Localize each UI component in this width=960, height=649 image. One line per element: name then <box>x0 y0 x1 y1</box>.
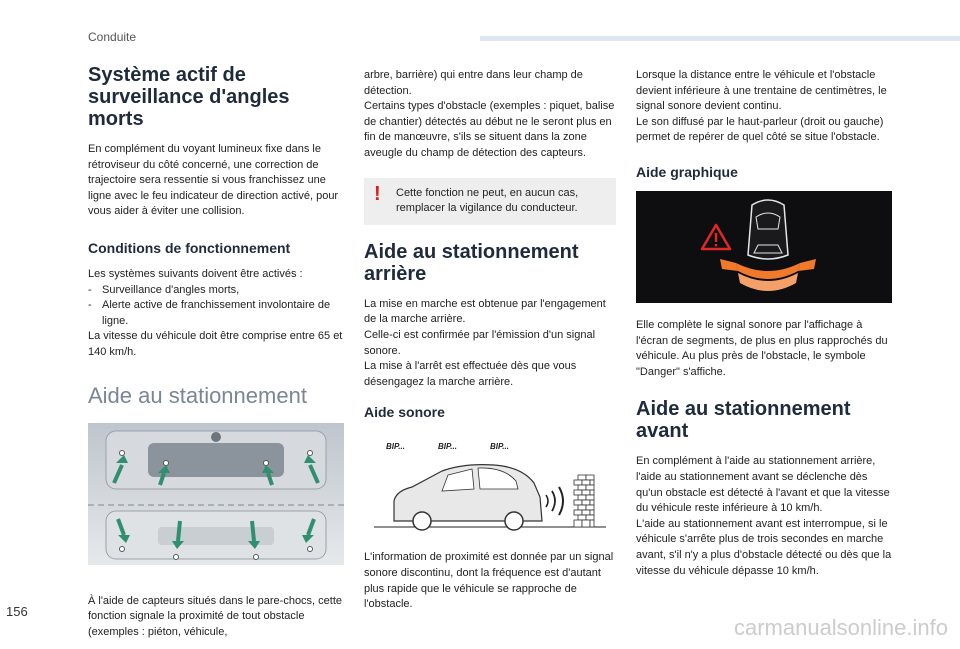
list-item: - Alerte active de franchissement involontaire de ligne. <box>88 299 331 327</box>
title-front-parking: Aide au stationnement avant <box>636 398 851 443</box>
column-3 <box>636 68 892 579</box>
bip-label: BIP... <box>438 442 457 452</box>
p-distance-2: Le son diffusé par le haut-parleur (droit ou gauche) permet de repérer de quel côté se situe l'obstacle. <box>636 115 884 144</box>
bip-label: BIP... <box>490 442 509 452</box>
title-parking-aid: Aide au stationnement <box>88 382 307 408</box>
section-label: Conduite <box>88 30 137 44</box>
title-audio-aid: Aide sonore <box>364 404 445 421</box>
bumper-sensors-figure <box>88 423 344 570</box>
title-blind-spot: Système actif de surveillance d'angles morts <box>88 64 290 130</box>
warning-text: Cette fonction ne peut, en aucun cas, remplacer la vigilance du conducteur. <box>396 186 579 215</box>
title-conditions: Conditions de fonctionnement <box>88 239 291 256</box>
graphic-aid-figure <box>636 191 892 318</box>
list-item: - Surveillance d'angles morts, <box>88 283 240 296</box>
bip-label: BIP... <box>386 442 405 452</box>
watermark: carmanualsonline.info <box>733 615 948 640</box>
bumper-sensors-image <box>88 423 344 565</box>
warning-icon: ! <box>374 182 381 205</box>
p-front-2: L'aide au stationnement avant est interrompue, si le véhicule s'arrête plus de trois secondes en marche avant, s'il n'y a plus d'obstacle détecté ou dès que la vitesse du véhicule dépasse 10 km/h. <box>636 517 892 577</box>
column-2 <box>364 68 616 613</box>
p-graphic-aid: Elle complète le signal sonore par l'affichage à l'écran de segments, de plus en plus rapprochés du véhicule. Au plus près de l'obstacle, le symbole "Danger" s'affiche. <box>636 318 888 378</box>
page-number: 156 <box>6 604 28 619</box>
p-parking-aid: À l'aide de capteurs situés dans le pare-chocs, cette fonction signale la proximité de tout obstacle (exemples : piéton, véhicule, <box>88 594 343 638</box>
p-speed: La vitesse du véhicule doit être comprise entre 65 et 140 km/h. <box>88 330 343 358</box>
p-rear-1: La mise en marche est obtenue par l'engagement de la marche arrière. <box>364 297 606 326</box>
p-audio-aid: L'information de proximité est donnée par un signal sonore discontinu, dont la fréquence est d'autant plus rapide que le véhicule se rapproche de l'obstacle. <box>364 551 614 611</box>
p-rear-2: Celle-ci est confirmée par l'émission d'un signal sonore. <box>364 328 596 357</box>
p-rear-3: La mise à l'arrêt est effectuée dès que vous désengagez la marche arrière. <box>364 360 577 388</box>
p-front-1: En complément à l'aide au stationnement arrière, l'aide au stationnement avant se déclenche dès qu'un obstacle est détecté à l'avant et que la vitesse du véhicule reste inférieure à 10 km/h. <box>636 455 890 515</box>
title-rear-parking: Aide au stationnement arrière <box>364 240 579 285</box>
title-graphic-aid: Aide graphique <box>636 163 738 180</box>
p-detection-cont: arbre, barrière) qui entre dans leur champ de détection. <box>364 69 583 97</box>
p-obstacle-types: Certains types d'obstacle (exemples : piquet, balise de chantier) détectés au début ne le seront plus en fin de manœuvre, s'ils se situent dans la zone aveugle du champ de détection des capteurs. <box>364 100 615 159</box>
p-distance-1: Lorsque la distance entre le véhicule et l'obstacle devient inférieure à une trentaine de centimètres, le signal sonore devient continu. <box>636 69 887 113</box>
header-bar <box>480 36 960 41</box>
warning-box <box>364 178 616 225</box>
graphic-display-image <box>636 191 892 303</box>
car-beep-image <box>364 435 616 535</box>
audio-aid-figure <box>364 431 616 550</box>
column-1 <box>88 64 344 640</box>
p-conditions-intro: Les systèmes suivants doivent être activés : <box>88 267 303 280</box>
p-blind-spot: En complément du voyant lumineux fixe dans le rétroviseur du côté concerné, une correction de trajectoire sera ressentie si vous franchissez une ligne avec le feu indicateur de direction activé, pour vous aider à éviter une collision. <box>88 143 339 218</box>
